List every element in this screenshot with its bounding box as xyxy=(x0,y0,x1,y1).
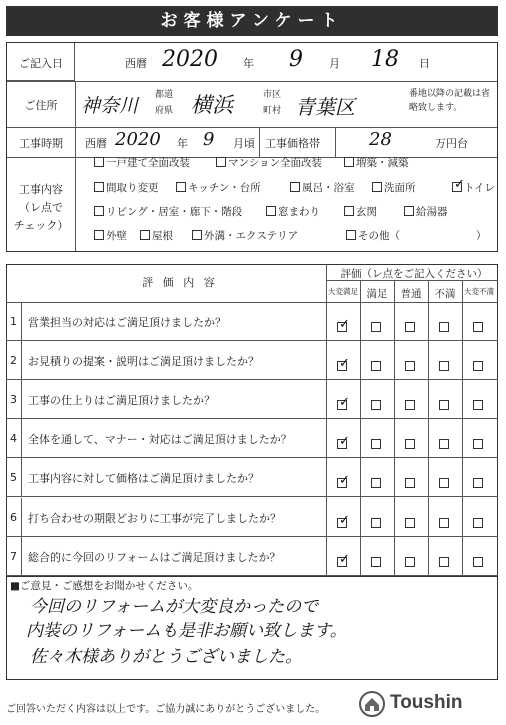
rating-checkbox-cell[interactable] xyxy=(360,472,394,491)
era-label: 西暦 xyxy=(125,57,147,70)
checkbox[interactable] xyxy=(346,230,356,240)
rating-checkbox-cell[interactable] xyxy=(326,433,360,452)
work-option[interactable] xyxy=(94,155,190,170)
footer-text: ご回答いただく内容は以上です。ご協力誠にありがとうございました。 xyxy=(6,704,326,715)
work-option-label: 増築・減築 xyxy=(356,157,409,169)
checkbox[interactable] xyxy=(371,557,381,567)
checkbox[interactable] xyxy=(94,230,104,240)
checkbox[interactable] xyxy=(439,439,449,449)
checkbox[interactable] xyxy=(404,206,414,216)
question-text: お見積りの提案・説明はご満足頂けましたか？ xyxy=(28,355,259,369)
rating-checkbox-cell[interactable] xyxy=(326,472,360,491)
work-option[interactable] xyxy=(94,180,159,195)
rating-checkbox-cell[interactable] xyxy=(462,551,496,570)
year-unit: 年 xyxy=(243,57,254,70)
rating-checkbox-cell[interactable] xyxy=(462,355,496,374)
checkbox[interactable] xyxy=(473,557,483,567)
comment-line-1: 今回のリフォームが大変良かったので xyxy=(30,597,319,617)
question-text: 工事の仕上りはご満足頂けましたか？ xyxy=(28,394,215,408)
work-option[interactable] xyxy=(404,204,448,219)
work-option-label: 給湯器 xyxy=(416,206,448,218)
rating-checkbox-cell[interactable] xyxy=(428,355,462,374)
checkbox[interactable] xyxy=(473,361,483,371)
pref-unit-1: 都道 xyxy=(155,90,174,100)
rating-checkbox-cell[interactable] xyxy=(326,316,360,335)
rating-checkbox-cell[interactable] xyxy=(394,316,428,335)
rating-checkbox-cell[interactable] xyxy=(394,472,428,491)
work-option[interactable] xyxy=(346,228,400,243)
checkbox[interactable] xyxy=(371,518,381,528)
checkbox[interactable] xyxy=(290,182,300,192)
checkbox[interactable] xyxy=(371,478,381,488)
checkbox[interactable] xyxy=(337,361,347,371)
work-label-1: 工事内容 xyxy=(19,183,63,196)
rating-checkbox-cell[interactable] xyxy=(394,433,428,452)
work-option[interactable] xyxy=(266,204,320,219)
question-number: 4 xyxy=(6,419,22,457)
checkbox[interactable] xyxy=(473,400,483,410)
work-option-label: 外溝・エクステリア xyxy=(204,230,299,242)
work-option[interactable] xyxy=(290,180,355,195)
rating-checkbox-cell[interactable] xyxy=(394,355,428,374)
checkbox[interactable] xyxy=(439,361,449,371)
work-option[interactable] xyxy=(452,180,495,195)
checkbox[interactable] xyxy=(337,400,347,410)
price-value: 28 xyxy=(369,129,392,150)
work-option-label: 玄関 xyxy=(356,206,377,218)
rating-checkbox-cell[interactable] xyxy=(462,472,496,491)
comments-label: ■ご意見・ご感想をお聞かせください。 xyxy=(10,580,199,592)
checkbox[interactable] xyxy=(94,206,104,216)
work-option-label: 洗面所 xyxy=(384,182,416,194)
work-option-label: 一戸建て全面改装 xyxy=(106,157,190,169)
city-unit-2: 町村 xyxy=(263,106,282,116)
work-option[interactable] xyxy=(372,180,416,195)
work-option-label: トイレ xyxy=(464,182,495,194)
rating-checkbox-cell[interactable] xyxy=(360,394,394,413)
work-option[interactable] xyxy=(140,228,173,243)
rating-checkbox-cell[interactable] xyxy=(428,472,462,491)
checkbox[interactable] xyxy=(439,400,449,410)
rating-checkbox-cell[interactable] xyxy=(360,433,394,452)
checkbox[interactable] xyxy=(439,518,449,528)
date-label: ご記入日 xyxy=(19,57,63,70)
checkbox[interactable] xyxy=(405,439,415,449)
question-text: 総合的に今回のリフォームはご満足頂けましたか？ xyxy=(28,550,281,564)
rating-header: 不満 xyxy=(434,288,456,300)
checkbox[interactable] xyxy=(337,439,347,449)
period-year-unit: 年 xyxy=(177,137,188,150)
brand-name: Toushin xyxy=(390,692,463,713)
checkbox[interactable] xyxy=(439,478,449,488)
question-number: 2 xyxy=(6,341,22,379)
other-close-paren: ） xyxy=(476,230,487,242)
work-option-label: マンション全面改装 xyxy=(228,157,323,169)
evaluation-heading: 評 価 内 容 xyxy=(142,276,218,289)
day-unit: 日 xyxy=(419,57,430,70)
question-text: 工事内容に対して価格はご満足頂けましたか？ xyxy=(28,472,259,486)
checkbox[interactable] xyxy=(94,157,104,167)
date-year: 2020 xyxy=(162,47,218,72)
question-text: 全体を通して、マナー・対応はご満足頂けましたか？ xyxy=(28,433,292,447)
period-era: 西暦 xyxy=(85,137,107,150)
rating-checkbox-cell[interactable] xyxy=(428,433,462,452)
checkbox[interactable] xyxy=(473,518,483,528)
checkbox[interactable] xyxy=(439,557,449,567)
checkbox[interactable] xyxy=(473,439,483,449)
checkbox[interactable] xyxy=(405,322,415,332)
checkbox[interactable] xyxy=(405,557,415,567)
rating-checkbox-cell[interactable] xyxy=(394,394,428,413)
checkbox[interactable] xyxy=(371,439,381,449)
rating-checkbox-cell[interactable] xyxy=(462,512,496,531)
checkbox[interactable] xyxy=(473,478,483,488)
checkbox[interactable] xyxy=(337,518,347,528)
checkbox[interactable] xyxy=(216,157,226,167)
rating-checkbox-cell[interactable] xyxy=(428,394,462,413)
checkbox[interactable] xyxy=(176,182,186,192)
period-label: 工事時期 xyxy=(19,137,63,150)
question-number: 3 xyxy=(6,380,22,418)
work-option[interactable] xyxy=(192,228,298,243)
work-option[interactable] xyxy=(344,155,409,170)
address-city: 横浜 xyxy=(191,93,233,117)
work-option-label: 窓まわり xyxy=(278,206,320,218)
brand-logo xyxy=(358,690,498,720)
rating-checkbox-cell[interactable] xyxy=(462,394,496,413)
checkbox[interactable] xyxy=(405,478,415,488)
checkbox[interactable] xyxy=(94,182,104,192)
rating-checkbox-cell[interactable] xyxy=(360,316,394,335)
checkbox[interactable] xyxy=(405,518,415,528)
work-option[interactable] xyxy=(344,204,377,219)
house-logo-icon xyxy=(358,690,386,718)
date-day: 18 xyxy=(371,47,399,72)
rating-heading: 評価（レ点をご記入ください） xyxy=(340,268,488,280)
rating-checkbox-cell[interactable] xyxy=(428,551,462,570)
checkbox[interactable] xyxy=(473,322,483,332)
work-option-label: 風呂・浴室 xyxy=(302,182,355,194)
question-text: 打ち合わせの期限どおりに工事が完了しましたか？ xyxy=(28,511,281,525)
work-option-label: 屋根 xyxy=(152,230,173,242)
checkbox[interactable] xyxy=(405,400,415,410)
rating-checkbox-cell[interactable] xyxy=(394,512,428,531)
question-number: 5 xyxy=(6,458,22,496)
address-note: 番地以降の記載は省略致します。 xyxy=(409,89,491,113)
work-option[interactable] xyxy=(216,155,322,170)
work-option[interactable] xyxy=(176,180,261,195)
rating-checkbox-cell[interactable] xyxy=(428,316,462,335)
rating-header: 普通 xyxy=(400,288,422,300)
rating-checkbox-cell[interactable] xyxy=(360,355,394,374)
price-label: 工事価格帯 xyxy=(265,137,320,150)
work-option-label: 外壁 xyxy=(106,230,127,242)
question-number: 1 xyxy=(6,302,22,340)
rating-checkbox-cell[interactable] xyxy=(326,512,360,531)
period-month-unit: 月頃 xyxy=(233,137,255,150)
checkbox[interactable] xyxy=(140,230,150,240)
checkbox[interactable] xyxy=(371,361,381,371)
work-option[interactable] xyxy=(94,228,127,243)
rating-checkbox-cell[interactable] xyxy=(360,512,394,531)
checkbox[interactable] xyxy=(337,322,347,332)
work-option-label: その他（ xyxy=(358,230,400,242)
rating-header: 大変不満 xyxy=(464,287,494,296)
address-ward: 青葉区 xyxy=(295,95,355,119)
work-option-label: リビング・居室・廊下・階段 xyxy=(106,206,243,218)
question-text: 営業担当の対応はご満足頂けましたか？ xyxy=(28,316,226,329)
period-year: 2020 xyxy=(115,129,161,150)
work-option[interactable] xyxy=(94,204,242,219)
checkbox[interactable] xyxy=(337,478,347,488)
city-unit-1: 市区 xyxy=(263,90,282,100)
pref-unit-2: 府県 xyxy=(155,106,174,116)
checkbox[interactable] xyxy=(344,157,354,167)
checkbox[interactable] xyxy=(371,322,381,332)
checkbox[interactable] xyxy=(192,230,202,240)
rating-checkbox-cell[interactable] xyxy=(326,551,360,570)
checkbox[interactable] xyxy=(372,182,382,192)
checkbox[interactable] xyxy=(266,206,276,216)
checkbox[interactable] xyxy=(452,182,462,192)
rating-header: 満足 xyxy=(366,288,388,300)
comment-line-3: 佐々木様ありがとうございました。 xyxy=(30,647,302,667)
rating-header: 大変満足 xyxy=(328,287,358,296)
rating-checkbox-cell[interactable] xyxy=(394,551,428,570)
work-label-3: チェック） xyxy=(13,219,69,232)
date-month: 9 xyxy=(289,47,303,72)
work-label-2: （レ点で xyxy=(19,201,63,214)
address-prefecture: 神奈川 xyxy=(81,95,139,117)
rating-checkbox-cell[interactable] xyxy=(326,355,360,374)
rating-checkbox-cell[interactable] xyxy=(428,512,462,531)
work-option-label: 間取り変更 xyxy=(106,182,159,194)
page-title: お客様アンケート xyxy=(6,6,498,36)
checkbox[interactable] xyxy=(405,361,415,371)
work-option-label: キッチン・台所 xyxy=(188,182,261,194)
price-unit: 万円台 xyxy=(435,137,468,150)
month-unit: 月 xyxy=(329,57,340,70)
rating-checkbox-cell[interactable] xyxy=(360,551,394,570)
comment-line-2: 内装のリフォームも是非お願い致します。 xyxy=(26,621,347,641)
checkbox[interactable] xyxy=(439,322,449,332)
info-section xyxy=(6,42,498,252)
rating-checkbox-cell[interactable] xyxy=(326,394,360,413)
question-number: 7 xyxy=(6,537,22,575)
rating-checkbox-cell[interactable] xyxy=(462,433,496,452)
address-label: ご住所 xyxy=(24,99,58,112)
rating-checkbox-cell[interactable] xyxy=(462,316,496,335)
checkbox[interactable] xyxy=(344,206,354,216)
checkbox[interactable] xyxy=(337,557,347,567)
period-month: 9 xyxy=(203,129,215,150)
question-number: 6 xyxy=(6,498,22,536)
checkbox[interactable] xyxy=(371,400,381,410)
